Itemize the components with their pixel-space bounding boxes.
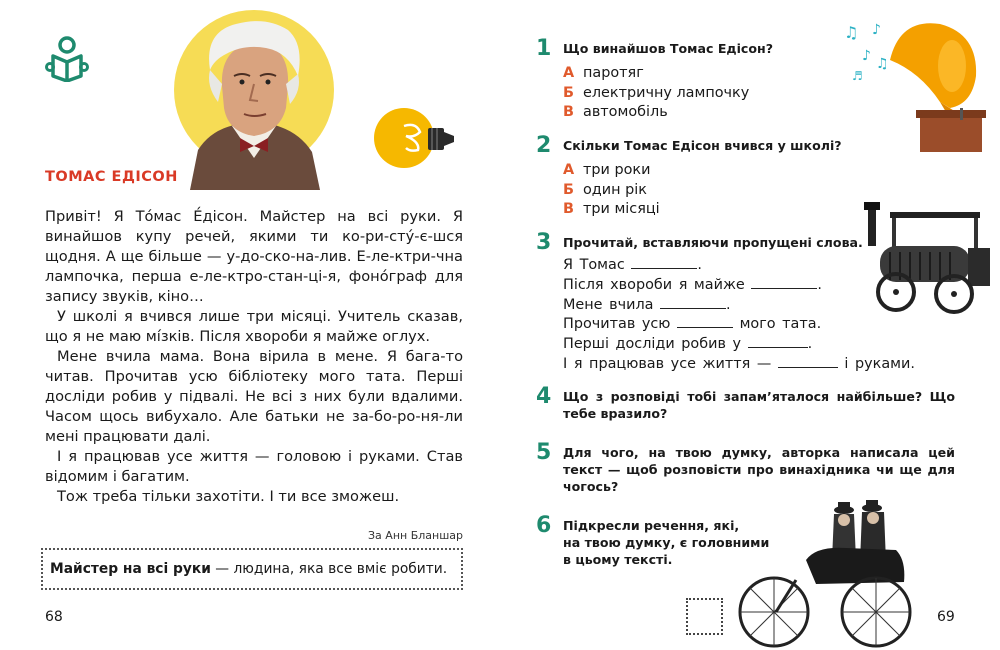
story-paragraph: Мене вчила мама. Вона вірила в мене. Я бага-то читав. Прочитав усю бібліотеку мого тата. Перші досліди робив у підвалі. Не всі з них були вдалими. Часом щось вибухало. Але батьки не за-бо-ро-ня-ли мені працювати далі. [45,348,463,445]
question-text: Для чого, на твою думку, авторка написала цей текст — щоб розповісти про винахідника чи ще для чогось? [563,445,955,494]
blank-field[interactable] [748,336,808,348]
answer-option[interactable]: В три місяці [563,201,660,217]
edison-portrait-image [170,8,350,190]
question-number: 4 [536,384,552,409]
answer-option[interactable]: А паротяг [563,65,644,81]
page-number: 68 [45,609,63,625]
question-text: Скільки Томас Едісон вчився у школі? [563,138,842,153]
definition-term: Майстер на всі руки [50,561,211,577]
question-number: 5 [536,440,552,465]
lightbulb-icon [370,108,462,172]
source-attribution: За Анн Бланшар [368,529,463,542]
fill-in-exercise: Я Томас . Після хвороби я майже . Мене вчила . Прочитав усю мого тата. Перші досліди робив у . І я працював усе життя — і руками. [563,257,915,372]
question-text: Що винайшов Томас Едісон? [563,41,774,56]
locomotive-icon [860,202,992,314]
gramophone-icon [840,12,990,152]
svg-text:♫: ♫ [876,56,889,72]
svg-text:♫: ♫ [844,23,859,42]
answer-option[interactable]: Б електричну лампочку [563,84,750,101]
answer-option[interactable]: Б один рік [563,181,647,198]
answer-checkbox[interactable] [686,598,723,635]
blank-field[interactable] [631,257,697,269]
svg-text:♪: ♪ [862,48,871,64]
story-paragraph: У школі я вчився лише три місяці. Учитель сказав, що я не маю мі́зків. Після хвороби я майже оглух. [45,308,463,345]
author-heading: ТОМАС ЕДІСОН [45,169,178,185]
svg-text:♪: ♪ [872,22,881,38]
definition-box [41,548,463,590]
blank-field[interactable] [677,316,733,328]
question-number: 3 [536,230,552,255]
answer-option[interactable]: А три роки [563,162,651,178]
question-text: Підкресли речення, які, на твою думку, є головними в цьому тексті. [563,518,770,567]
blank-field[interactable] [660,297,726,309]
story-paragraph: Привіт! Я То́мас Е́дісон. Майстер на всі руки. Я винайшов купу речей, якими ти ко-ри-сту́-є-шся щодня. А ще більше — у-до-ско-на-лив. Е-ле-ктри-чна лампочка, перша е-ле-ктро-стан-ці-я, фоно́граф для запису звуків, кіно… [45,208,463,305]
answer-option[interactable]: В автомобіль [563,104,668,120]
question-number: 6 [536,513,552,538]
svg-text:♬: ♬ [852,69,863,83]
question-number: 1 [536,36,552,61]
question-text: Що з розповіді тобі запам’яталося найбільше? Що тебе вразило? [563,389,955,421]
answer-options [563,161,660,220]
question-number: 2 [536,133,552,158]
story-paragraph: Тож треба тільки захотіти. І ти все зможеш. [57,488,400,505]
blank-field[interactable] [778,356,838,368]
blank-field[interactable] [751,277,817,289]
page-number: 69 [937,609,955,625]
answer-options [563,64,749,123]
story-text [45,207,463,507]
question-text: Прочитай, вставляючи пропущені слова. [563,235,863,250]
story-paragraph: І я працював усе життя — головою і руками. Став відомим і багатим. [45,448,463,485]
right-page [500,0,1000,650]
definition-text: — людина, яка все вміє робити. [210,561,448,577]
reader-icon [44,36,90,82]
car-icon [736,500,926,650]
